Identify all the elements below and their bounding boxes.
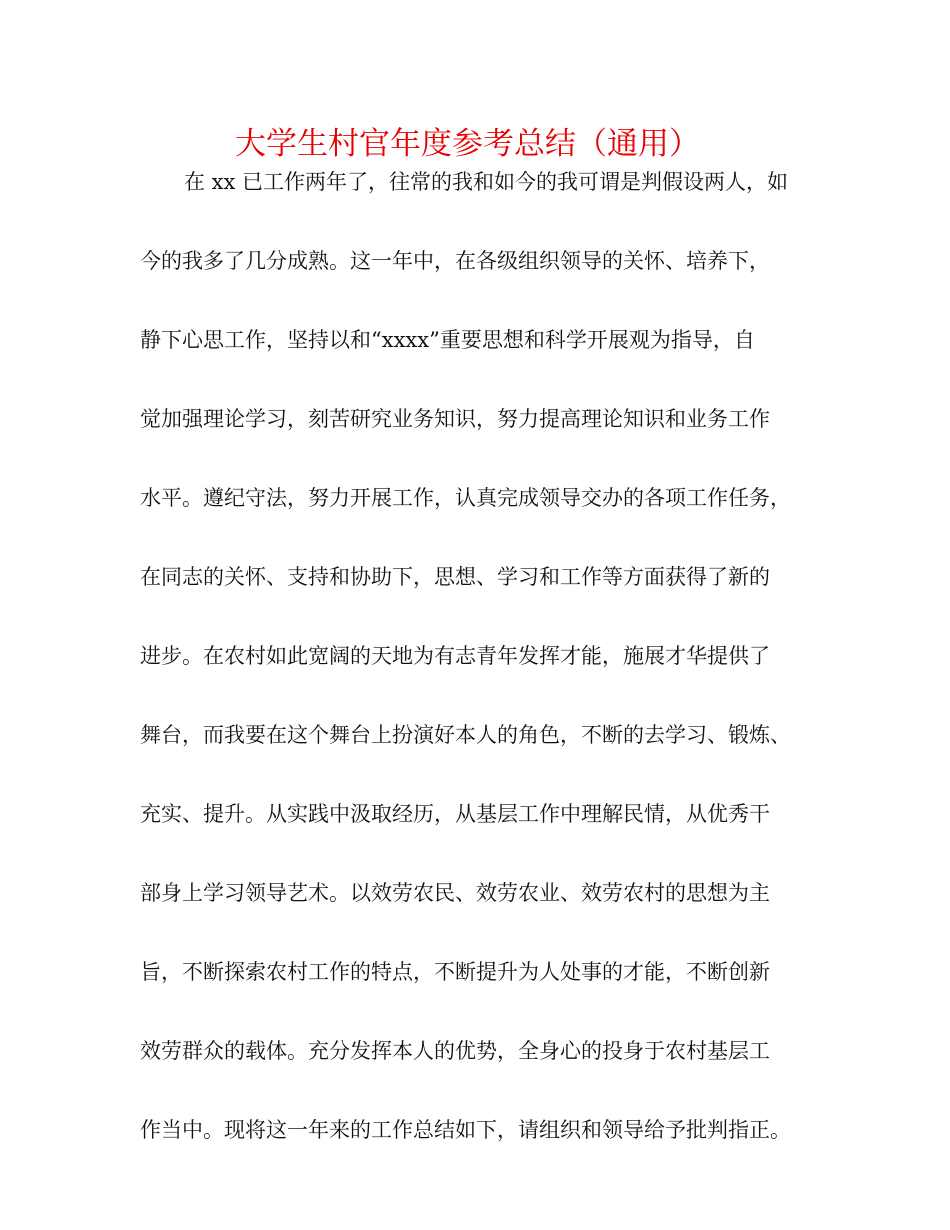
paragraph-line-9: 充实、提升。从实践中汲取经历，从基层工作中理解民情，从优秀干 (140, 802, 770, 826)
paragraph-line-10: 部身上学习领导艺术。以效劳农民、效劳农业、效劳农村的思想为主 (140, 881, 770, 905)
paragraph-line-8: 舞台，而我要在这个舞台上扮演好本人的角色，不断的去学习、锻炼、 (140, 723, 791, 747)
paragraph-line-12: 效劳群众的载体。充分发挥本人的优势，全身心的投身于农村基层工 (140, 1039, 770, 1063)
paragraph-line-4: 觉加强理论学习，刻苦研究业务知识，努力提高理论知识和业务工作 (140, 407, 770, 431)
paragraph-line-6: 在同志的关怀、支持和协助下，思想、学习和工作等方面获得了新的 (140, 565, 770, 589)
paragraph-line-13: 作当中。现将这一年来的工作总结如下，请组织和领导给予批判指正。 (140, 1118, 791, 1142)
document-body (140, 170, 820, 1197)
paragraph-line-3: 静下心思工作，坚持以和“xxxx”重要思想和科学开展观为指导，自 (140, 328, 755, 352)
paragraph-line-7: 进步。在农村如此宽阔的天地为有志青年发挥才能，施展才华提供了 (140, 644, 770, 668)
paragraph-line-11: 旨，不断探索农村工作的特点，不断提升为人处事的才能，不断创新 (140, 960, 770, 984)
document-title: 大学生村官年度参考总结（通用） (235, 126, 700, 162)
paragraph-line-5: 水平。遵纪守法，努力开展工作，认真完成领导交办的各项工作任务， (140, 486, 791, 510)
paragraph-line-1: 在 xx 已工作两年了，往常的我和如今的我可谓是判假设两人，如 (184, 170, 789, 194)
paragraph-line-2: 今的我多了几分成熟。这一年中，在各级组织领导的关怀、培养下， (140, 249, 770, 273)
